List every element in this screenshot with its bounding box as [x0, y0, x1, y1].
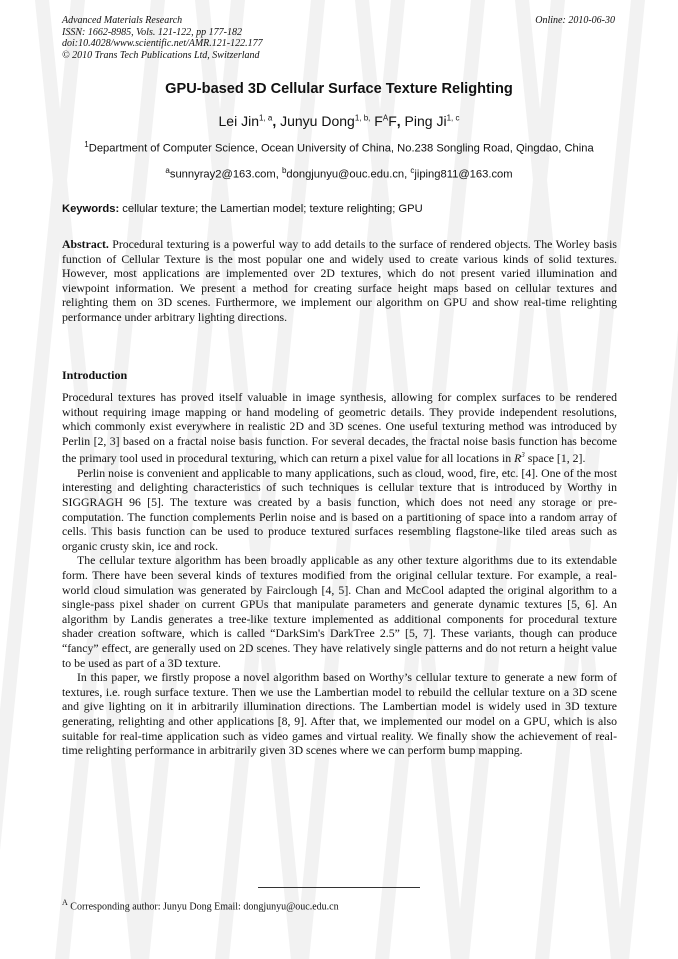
author-affiliation-mark: 1, c	[446, 113, 460, 123]
email-mark: b	[281, 166, 287, 175]
keywords	[62, 203, 618, 215]
author-list	[0, 113, 678, 129]
affiliation	[60, 138, 618, 156]
journal-header	[62, 15, 263, 61]
paragraph: Perlin noise is convenient and applicable to many applications, such as cloud, wood, fire, etc. [4]. One of the most interesting and delighting characteristics of such techniques is cellular texture that is introduced by Worthy in SIGGRAGH 96 [5]. The texture was created by a basis function, which does not need any storage or pre-computation. The function complements Perlin noise and is based on a partitioning of space into a random array of cells. This basis function can be used to produce textured surfaces resembling flagstone-like tiled areas such as organic crusty skin, ice and rock.	[62, 465, 617, 553]
author-affiliation-mark: 1, b,	[354, 113, 371, 123]
journal-issn: ISSN: 1662-8985, Vols. 121-122, pp 177-182	[62, 26, 242, 38]
email-mark: a	[165, 166, 170, 175]
paragraph: In this paper, we firstly propose a novel algorithm based on Worthy’s cellular texture to generate a new form of textures, i.e. rough surface texture. Then we use the Lambertian model to rebuild the cellular texture on a 3D scene and give lighting on it in arbitrarily illumination directions. The Lambertian model is widely used in 3D texture generating, relighting and other applications [8, 9]. After that, we implemented our model on a GPU, which is also suitable for real-time application such as video games and virtual reality. We finally show the achievement of real-time relighting performance in arbitrarily given 3D scenes where we can perform bump mapping.	[62, 670, 617, 758]
author-name: Junyu Dong	[280, 113, 355, 129]
abstract	[62, 237, 617, 325]
email-mark: c	[410, 166, 415, 175]
paragraph: The cellular texture algorithm has been broadly applicable as any other texture algorithms due to its extendable form. There have been several kinds of textures modified from the original cellular texture. For example, a real-world cloud simulation was generated by Fairclough [4, 5]. Chan and McCool adapted the original algorithm to a single-pass pixel shader on current GPUs that manipulate parameters and generate dynamic textures [5, 6]. An algorithm by Landis generates a tree-like texture implemented as additional components for procedural texture shader creation software, which is called “DarkSim's DarkTree 2.5” [5, 7]. These variants, though can produce “fancy” effect, are generally used on 2D scenes. They have relatively single patterns and do not return a height value to be used as part of a 3D texture.	[62, 553, 617, 670]
corresponding-mark-end: F	[388, 113, 397, 129]
journal-doi: doi:10.4028/www.scientific.net/AMR.121-122.177	[62, 38, 263, 49]
journal-name: Advanced Materials Research	[62, 15, 183, 26]
keywords-text: cellular texture; the Lamertian model; texture relighting; GPU	[119, 203, 423, 215]
footnote-mark: A	[62, 898, 68, 907]
author-name: Ping Ji	[404, 113, 447, 129]
paragraph-text: Procedural textures has proved itself valuable in image synthesis, allowing for complex surfaces to be rendered without requiring image mapping or hand modeling of geometric details. They provide independent resolutions, which commonly exist everywhere in realistic 2D and 3D scenes. One useful texturing method was introduced by Perlin [2, 3] based on a fractal noise basis function. For several decades, the fractal noise basis function has become the primary tool used in procedural texturing, which can return a pixel value for all locations in	[62, 390, 617, 466]
introduction-body	[62, 390, 617, 758]
paragraph-text: space [1, 2].	[524, 451, 586, 466]
affiliation-mark: 1	[84, 140, 89, 149]
email: sunnyray2@163.com,	[169, 168, 282, 181]
keywords-label: Keywords:	[62, 203, 120, 215]
math-symbol-base: R	[514, 451, 522, 466]
corresponding-mark: F	[370, 113, 383, 129]
email: dongjunyu@ouc.edu.cn,	[286, 168, 411, 181]
footnote-divider	[258, 887, 420, 888]
email-list	[0, 166, 678, 181]
author-separator: ,	[396, 113, 405, 129]
footnote-text: Corresponding author: Junyu Dong Email: dongjunyu@ouc.edu.cn	[67, 901, 339, 913]
section-heading-introduction: Introduction	[62, 368, 128, 382]
paper-title: GPU-based 3D Cellular Surface Texture Relighting	[165, 81, 513, 97]
author-affiliation-mark: 1, a	[258, 113, 273, 123]
online-date: Online: 2010-06-30	[535, 15, 615, 26]
affiliation-text: Department of Computer Science, Ocean University of China, No.238 Songling Road, Qingdao, China	[88, 142, 594, 155]
paragraph	[62, 390, 617, 466]
author-separator: ,	[272, 113, 281, 129]
abstract-text: Procedural texturing is a powerful way to add details to the surface of rendered objects. The Worley basis function of Cellular Texture is the most popular one and widely used to create various kinds of solid textures. However, most applications are implemented over 2D textures, which do not present varied illumination and viewpoint information. We present a method for creating surface height maps based on cellular textures and relighting them on 3D scenes. Furthermore, we implement our algorithm on GPU and show real-time relighting performance under arbitrary lighting directions.	[62, 237, 617, 324]
corresponding-mark-sup: A	[382, 113, 389, 123]
author-name: Lei Jin	[218, 113, 259, 129]
footnote	[62, 898, 339, 912]
math-symbol-exponent: 3	[521, 451, 525, 460]
abstract-label: Abstract.	[62, 237, 109, 251]
math-symbol	[514, 451, 525, 465]
journal-copyright: © 2010 Trans Tech Publications Ltd, Switzerland	[62, 49, 260, 61]
email: jiping811@163.com	[414, 168, 513, 181]
